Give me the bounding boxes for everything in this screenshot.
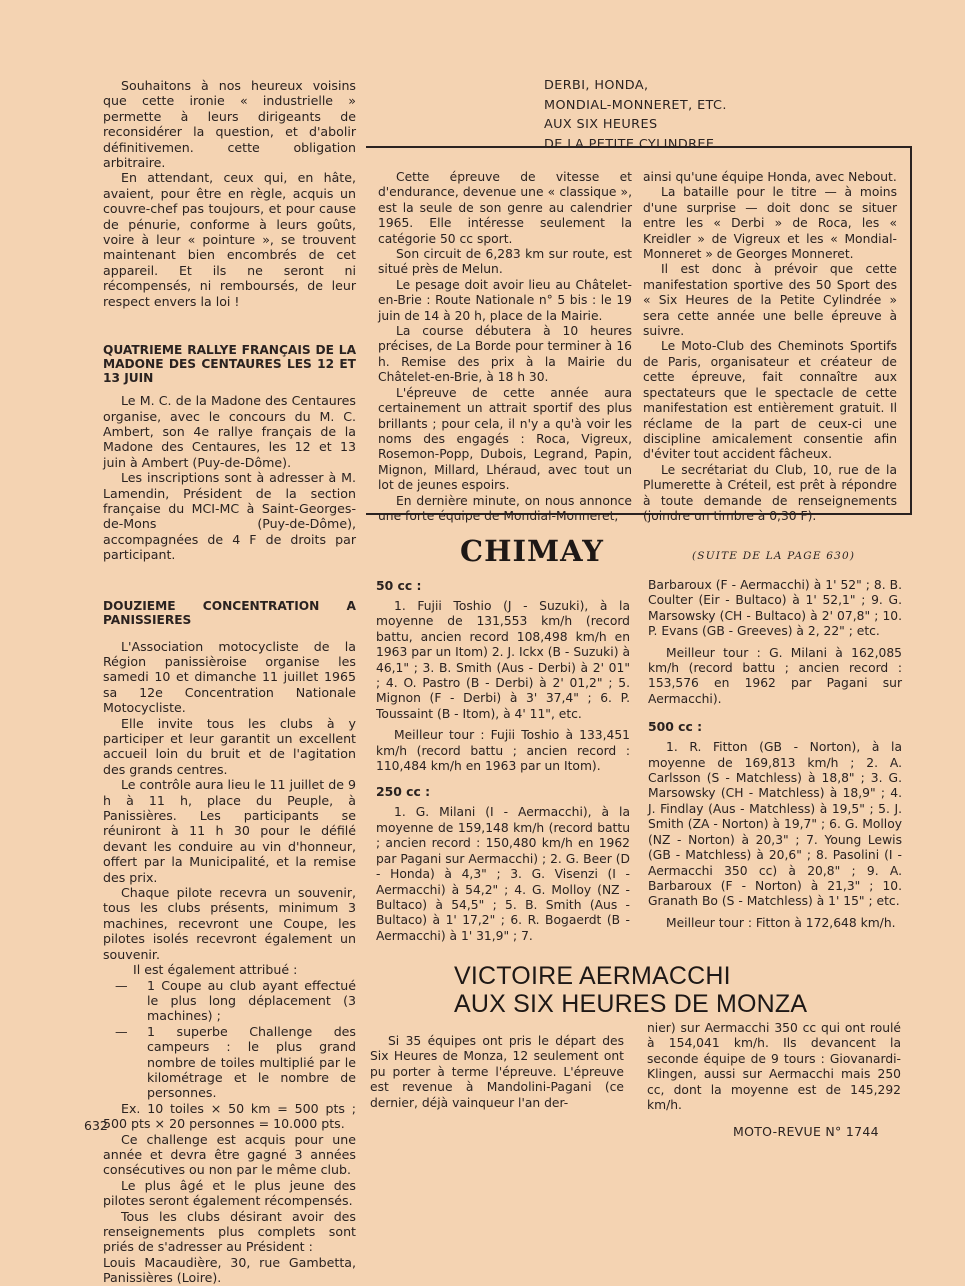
box-paragraph: L'épreuve de cette année aura certainement un attrait sportif des plus brillants ; pour cela, il n'y a qu'à voir les noms des engagés : Roca, Vigreux, Rosemon-Popp, Dubois, Legrand, Papin, Mignon, Millard, Lhéraud, avec tout un lot de jeunes espoirs. [378, 385, 632, 493]
box-heading [544, 76, 764, 154]
box-paragraph: ainsi qu'une équipe Honda, avec Nebout. [643, 170, 897, 184]
magazine-footer: MOTO-REVUE N° 1744 [733, 1124, 879, 1139]
award-item: — 1 Coupe au club ayant effectué le plus long déplacement (3 machines) ; [103, 978, 356, 1024]
intro-paragraph: Souhaitons à nos heureux voisins que cette ironie « industrielle » permette à leurs dirigeants de reconsidérer la question, et d'abolir définitivemen. cette obligation arbitraire. [103, 78, 356, 171]
monza-heading-line: AUX SIX HEURES DE MONZA [454, 990, 808, 1018]
box-paragraph: Il est donc à prévoir que cette manifestation sportive des 50 Sport des « Six Heures de la Petite Cylindrée » sera cette année une belle épreuve à suivre. [643, 262, 897, 339]
continued-note: (SUITE DE LA PAGE 630) [692, 550, 856, 562]
monza-paragraph: Si 35 équipes ont pris le départ des Six Heures de Monza, 12 seulement ont pu porter à terme l'épreuve. L'épreuve est revenue à Mandolini-Pagani (ce dernier, déjà vainqueur l'an der- [370, 1034, 624, 1110]
panissieres-paragraph: Ex. 10 toiles × 50 km = 500 pts ; 500 pts × 20 personnes = 10.000 pts. [103, 1100, 356, 1132]
panissieres-paragraph: Elle invite tous les clubs à y participer et leur garantit un excellent accueil loin du bruit et de l'agitation des grands centres. [103, 715, 356, 777]
box-left-column [378, 170, 632, 524]
result-paragraph: Meilleur tour : Fitton à 172,648 km/h. [666, 915, 896, 930]
class-500-heading: 500 cc : [648, 719, 703, 735]
box-paragraph: Cette épreuve de vitesse et d'endurance, devenue une « classique », est la seule de son genre au calendrier 1965. Elle intéresse seulement la catégorie 50 cc sport. [378, 170, 632, 246]
chimay-left-column [376, 578, 630, 944]
monza-paragraph: nier) sur Aermacchi 350 cc qui ont roulé à 154,041 km/h. Ils devancent la seconde équipe de 9 tours : Giovanardi-Klingen, aussi sur Aermacchi mais 250 cc, dont la moyenne est de 145,292 km/h. [647, 1021, 901, 1113]
chimay-right-column [648, 578, 902, 931]
box-paragraph: En dernière minute, on nous annonce une forte équipe de Mondial-Monneret, [378, 493, 632, 523]
monza-right-column [647, 1021, 901, 1113]
panissieres-heading: DOUZIEME CONCENTRATION A PANISSIERES [103, 598, 356, 627]
address: Louis Macaudière, 30, rue Gambetta, Panissières (Loire). [103, 1254, 356, 1286]
left-column [103, 78, 356, 1286]
monza-heading [454, 962, 874, 1018]
box-paragraph: Le secrétariat du Club, 10, rue de la Plumerette à Créteil, est prêt à répondre à toute demande de renseignements (joindre un timbre à 0,30 F). [643, 462, 897, 523]
panissieres-paragraph: Le contrôle aura lieu le 11 juillet de 9 h à 11 h, place du Peuple, à Panissières. Les participants se réuniront à 11 h 30 pour le défilé devant les conduire au vin d'honneur, offert par la Municipalité, et la remise des prix. [103, 777, 356, 885]
box-paragraph: Son circuit de 6,283 km sur route, est situé près de Melun. [378, 247, 632, 277]
box-heading-line: AUX SIX HEURES [544, 117, 658, 132]
box-paragraph: La course débutera à 10 heures précises, de La Borde pour terminer à 16 h. Remise des prix à la Mairie du Châtelet-en-Brie, à 18 h 30. [378, 324, 632, 385]
result-paragraph: Meilleur tour : Fujii Toshio à 133,451 km/h (record battu ; ancien record : 110,484 km/h en 1963 par un Itom). [376, 728, 630, 774]
panissieres-paragraph: Le plus âgé et le plus jeune des pilotes seront également récompensés. [103, 1177, 356, 1209]
class-250-heading: 250 cc : [376, 784, 431, 800]
box-paragraph: Le pesage doit avoir lieu au Châtelet-en-Brie : Route Nationale n° 5 bis : le 19 juin de 14 à 20 h, place de la Mairie. [378, 277, 632, 323]
page-number: 632 [84, 1118, 108, 1133]
award-item: — 1 superbe Challenge des campeurs : le plus grand nombre de toiles multiplié par le kilométrage et le nombre de personnes. [103, 1024, 356, 1101]
intro-paragraph: En attendant, ceux qui, en hâte, avaient, pour être en règle, acquis un couvre-chef pas toujours, et pour cause de pénurie, conforme à leurs goûts, voire à leur « pointure », se trouvent maintenant bien encombrés de cet appareil. Et ils ne seront ni récompensés, ni remboursés, de leur respect envers la loi ! [103, 170, 356, 309]
panissieres-paragraph: L'Association motocycliste de la Région panissièroise organise les samedi 10 et dimanche 11 juillet 1965 sa 12e Concentration Nationale Motocycliste. [103, 638, 356, 716]
panissieres-paragraph: Tous les clubs désirant avoir des renseignements plus complets sont priés de s'adresser au Président : [103, 1208, 356, 1255]
monza-heading-line: VICTOIRE AERMACCHI [454, 962, 731, 990]
panissieres-paragraph: Il est également attribué : [133, 962, 298, 978]
chimay-heading: CHIMAY [460, 534, 604, 568]
box-heading-line: MONDIAL-MONNERET, ETC. [544, 97, 727, 113]
madone-heading: QUATRIEME RALLYE FRANÇAIS DE LA MADONE DES CENTAURES LES 12 ET 13 JUIN [103, 343, 356, 386]
madone-paragraph: Le M. C. de la Madone des Centaures organise, avec le concours du M. C. Ambert, son 4e rallye français de la Madone des Centaures, les 12 et 13 juin à Ambert (Puy-de-Dôme). [103, 393, 356, 470]
madone-paragraph: Les inscriptions sont à adresser à M. Lamendin, Président de la section française du MCI-MC à Saint-Georges-de-Mons (Puy-de-Dôme), accompagnées de 4 F de droits par participant. [103, 470, 356, 563]
result-paragraph: Barbaroux (F - Aermacchi) à 1' 52" ; 8. B. Coulter (Eir - Bultaco) à 1' 52,1" ; 9. G. Marsowsky (CH - Bultaco) à 2' 07,8" ; 10. P. Evans (GB - Greeves) à 2, 22" ; etc. [648, 578, 902, 639]
panissieres-paragraph: Chaque pilote recevra un souvenir, tous les clubs présents, minimum 3 machines, recevront une Coupe, les pilotes isolés recevront également un souvenir. [103, 885, 356, 962]
result-paragraph: Meilleur tour : G. Milani à 162,085 km/h (record battu ; ancien record : 153,576 en 1962 par Pagani sur Aermacchi). [648, 645, 902, 706]
box-right-column [643, 170, 897, 524]
awards-list [103, 978, 356, 1101]
box-paragraph: Le Moto-Club des Cheminots Sportifs de Paris, organisateur et créateur de cette épreuve, fait connaître aux spectateurs que le spectacle de cette manifestation est entièrement gratuit. Il réclame de la part de ceux-ci une discipline amicalement consentie afin d'éviter tout accident fâcheux. [643, 339, 897, 462]
monza-left-column [370, 1034, 624, 1111]
box-paragraph: La bataille pour le titre — à moins d'une surprise — doit donc se situer entre les « Derbi » de Roca, les « Kreidler » de Vigreux et les « Mondial-Monneret » de Georges Monneret. [643, 185, 897, 262]
result-paragraph: 1. G. Milani (I - Aermacchi), à la moyenne de 159,148 km/h (record battu ; ancien record : 150,480 km/h en 1962 par Pagani sur Aermacchi) ; 2. G. Beer (D - Honda) à 4,3" ; 3. G. Visenzi (I - Aermacchi) à 54,2" ; 4. G. Molloy (NZ - Bultaco) à 54,5" ; 5. B. Smith (Aus - Bultaco) à 1' 17,2" ; 6. R. Bogaerdt (B - Aermacchi) à 1' 31,9" ; 7. [376, 805, 630, 943]
box-heading-line: DERBI, HONDA, [544, 78, 649, 93]
box-heading-line: DE LA PETITE CYLINDREE [544, 136, 715, 152]
result-paragraph: 1. R. Fitton (GB - Norton), à la moyenne de 169,813 km/h ; 2. A. Carlsson (S - Matchless) à 18,8" ; 3. G. Marsowsky (CH - Matchless) à 18,9" ; 4. J. Findlay (Aus - Matchless) à 19,5" ; 5. J. Smith (ZA - Norton) à 19,7" ; 6. G. Molloy (NZ - Norton) à 20,3" ; 7. Young Lewis (GB - Matchless) à 20,6" ; 8. Pasolini (I - Aermacchi 350 cc) à 20,8" ; 9. A. Barbaroux (F - Norton) à 21,3" ; 10. Granath Bo (S - Matchless) à 1' 15" ; etc. [648, 740, 902, 909]
result-paragraph: 1. Fujii Toshio (J - Suzuki), à la moyenne de 131,553 km/h (record battu, ancien record 108,498 km/h en 1963 par un Itom) 2. J. Ickx (B - Suzuki) à 46,1" ; 3. B. Smith (Aus - Derbi) à 2' 01" ; 4. O. Pastro (B - Derbi) à 2' 01,2" ; 5. Mignon (F - Derbi) à 3' 37,4" ; 6. P. Toussaint (B - Itom), à 4' 11", etc. [376, 599, 630, 721]
class-50-heading: 50 cc : [376, 578, 422, 593]
panissieres-paragraph: Ce challenge est acquis pour une année et devra être gagné 3 années consécutives ou non par le même club. [103, 1131, 356, 1178]
